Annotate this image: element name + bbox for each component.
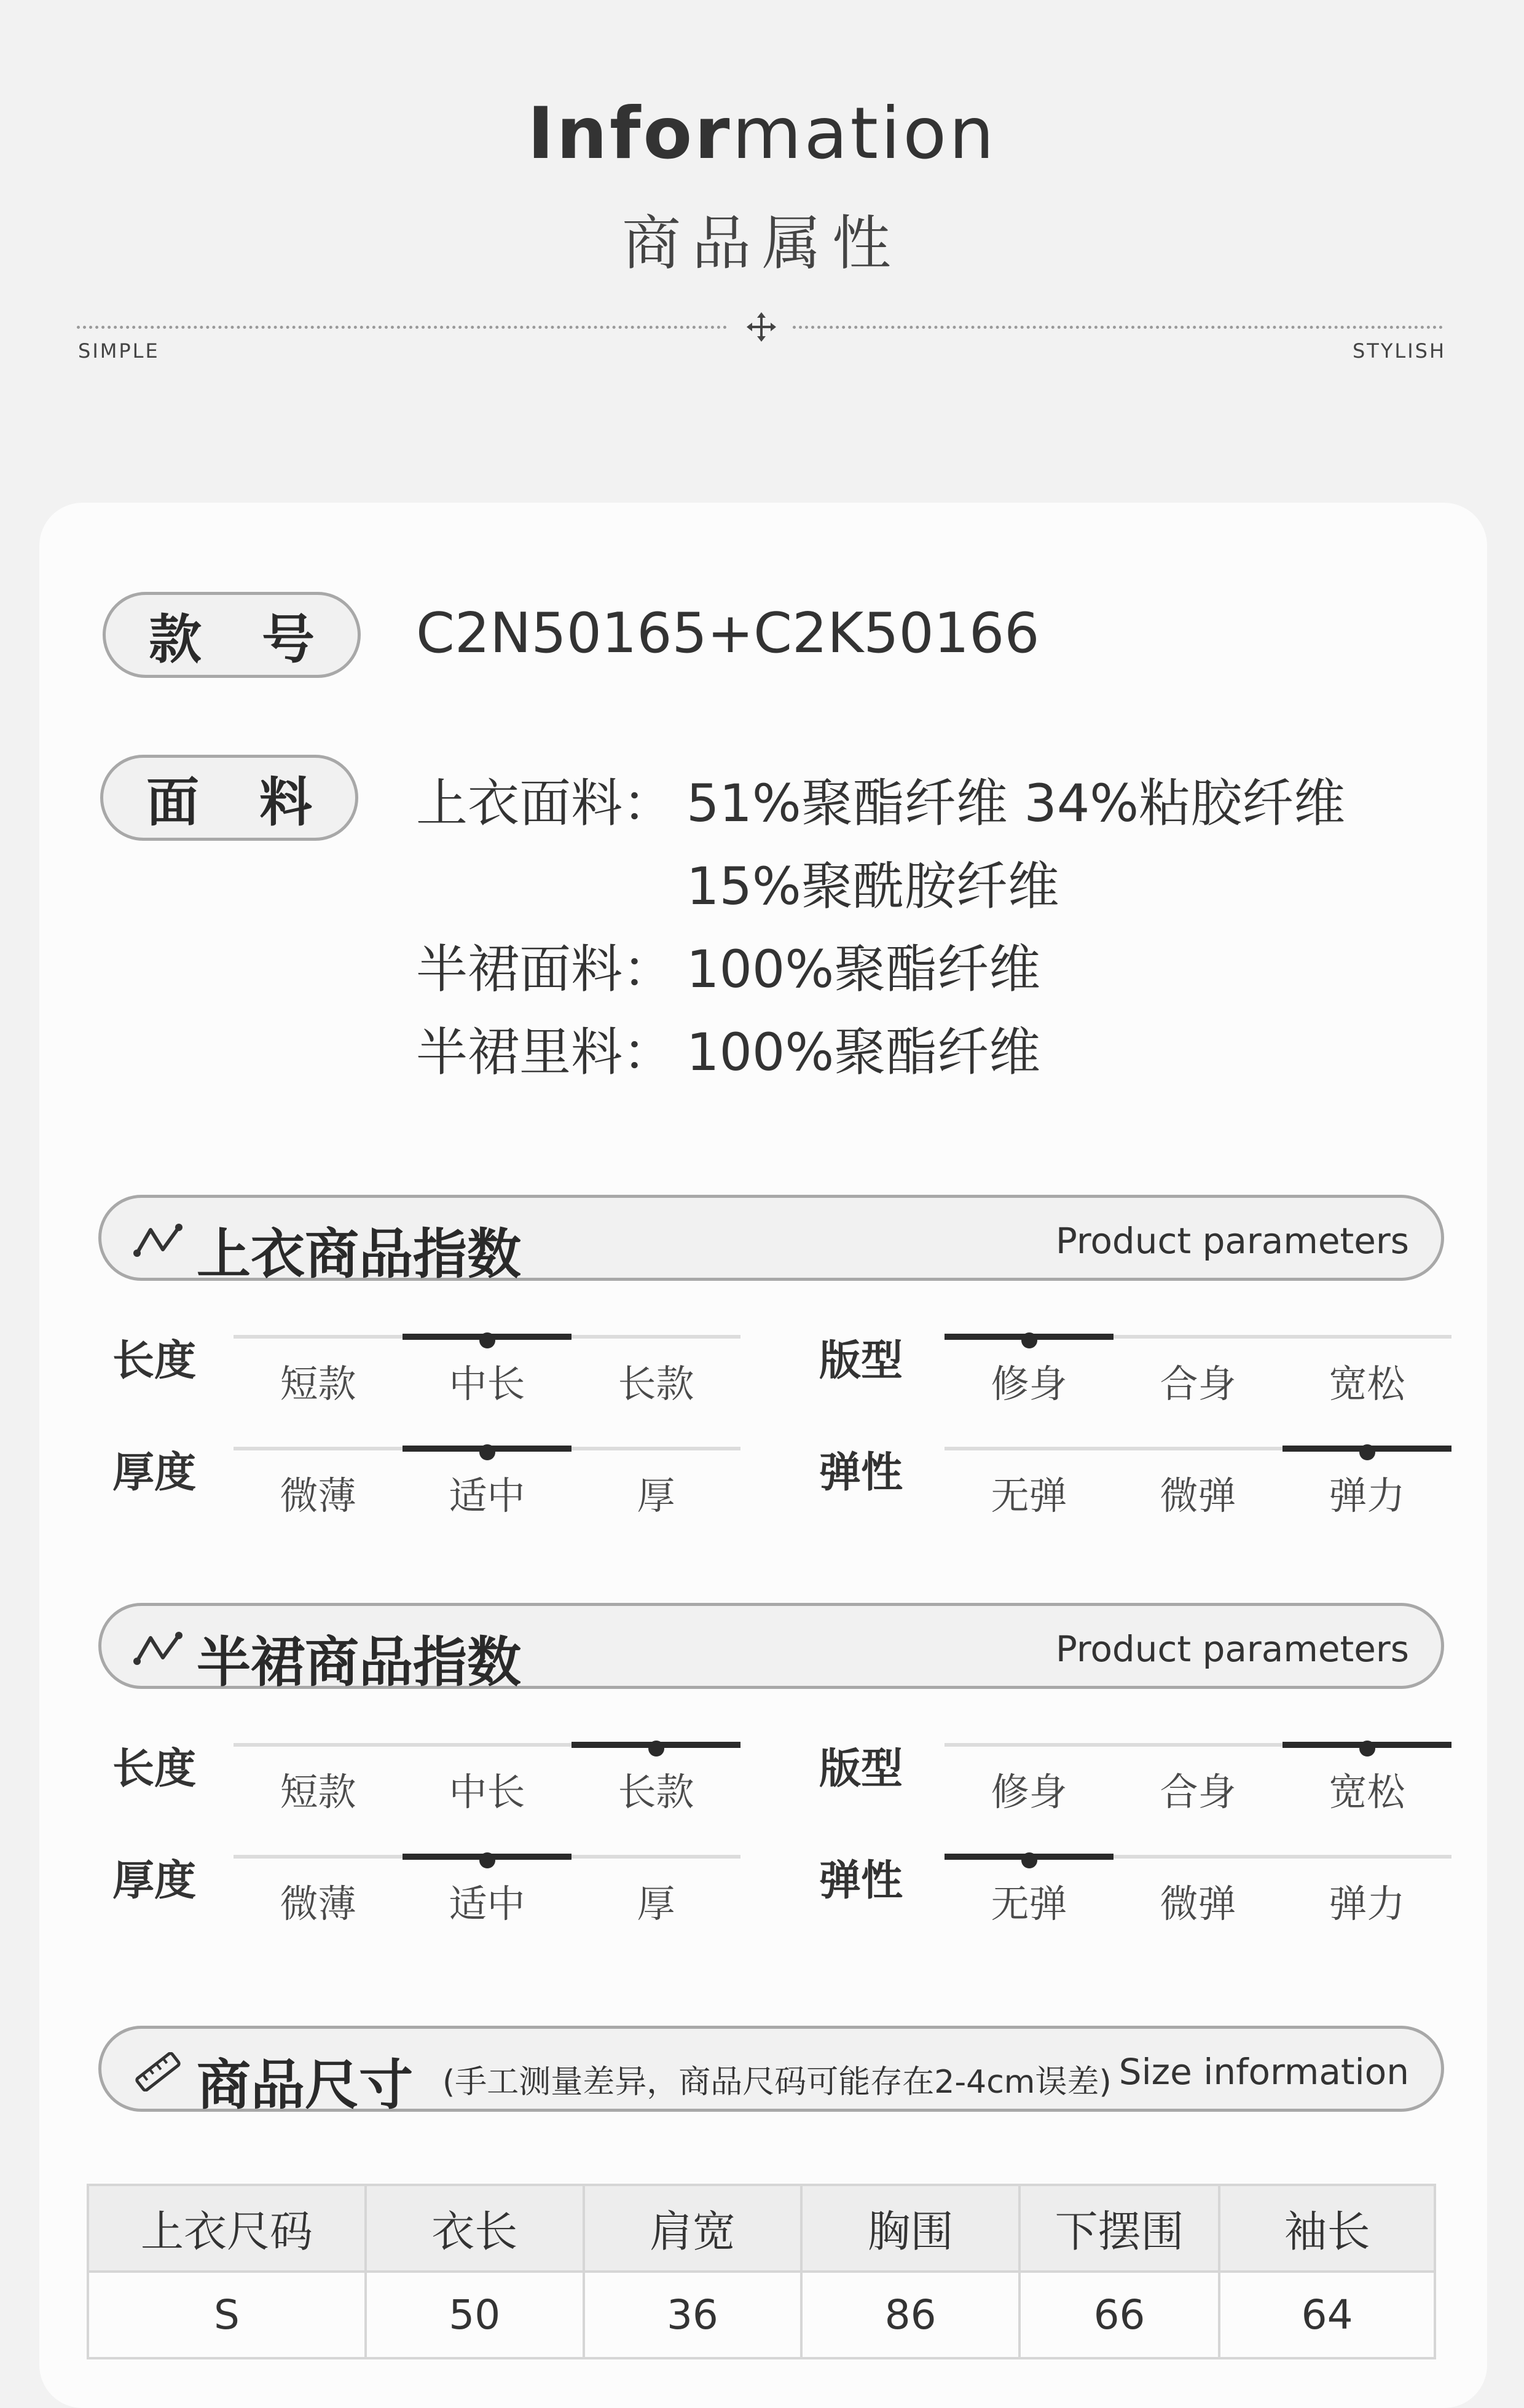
table-cell: 36 xyxy=(584,2272,802,2358)
param-track-segment xyxy=(234,1743,403,1747)
page-title-en xyxy=(0,92,1524,175)
fabric-line-label: 半裙面料： xyxy=(416,939,675,999)
fabric-line-value: 15%聚酰胺纤维 xyxy=(686,856,1059,916)
fabric-line-value: 100%聚酯纤维 xyxy=(686,1022,1041,1082)
table-header-cell: 上衣尺码 xyxy=(88,2185,366,2272)
param-option: 长款 xyxy=(618,1361,694,1406)
param-label: 版型 xyxy=(819,1337,903,1385)
param-track-segment xyxy=(234,1447,403,1450)
param-track-segment xyxy=(1114,1743,1282,1747)
fabric-line xyxy=(416,1011,1040,1085)
param-option: 弹力 xyxy=(1329,1881,1405,1926)
fabric-line xyxy=(416,928,1040,1002)
table-cell: 86 xyxy=(801,2272,1019,2358)
param-label: 长度 xyxy=(112,1337,197,1385)
fabric-line xyxy=(416,762,1345,836)
param-track-segment xyxy=(572,1335,740,1339)
fabric-line-value: 100%聚酯纤维 xyxy=(686,939,1041,999)
param-label: 版型 xyxy=(819,1745,903,1793)
style-number-value: C2N50165+C2K50166 xyxy=(416,601,1040,666)
param-selected-segment xyxy=(572,1742,740,1748)
table-header-cell: 下摆围 xyxy=(1019,2185,1219,2272)
title-bold-part: Infor xyxy=(527,92,733,175)
header-divider-right xyxy=(793,326,1443,329)
fabric-line-label: 半裙里料： xyxy=(416,1022,675,1082)
top-params-header xyxy=(98,1195,1444,1286)
param-option: 修身 xyxy=(991,1361,1067,1406)
param-label: 长度 xyxy=(112,1745,197,1793)
param-selected-segment xyxy=(945,1334,1114,1340)
param-selected-segment xyxy=(945,1854,1114,1860)
skirt-params-header xyxy=(98,1603,1444,1694)
stylish-tag: STYLISH xyxy=(1352,339,1446,363)
param-option: 适中 xyxy=(449,1881,525,1926)
fabric-line-value: 51%聚酯纤维 34%粘胶纤维 xyxy=(686,773,1346,833)
param-track-segment xyxy=(572,1447,740,1450)
table-row xyxy=(88,2272,1435,2358)
param-option: 弹力 xyxy=(1329,1473,1405,1518)
param-track-segment xyxy=(403,1743,572,1747)
param-option: 适中 xyxy=(449,1473,525,1518)
size-note: (手工测量差异，商品尺码可能存在2-4cm误差) xyxy=(442,2064,1112,2101)
param-option: 长款 xyxy=(618,1769,694,1814)
table-cell: 64 xyxy=(1219,2272,1435,2358)
param-selected-segment xyxy=(1282,1446,1451,1452)
simple-tag: SIMPLE xyxy=(78,339,160,363)
skirt-params-title: 半裙商品指数 xyxy=(197,1631,522,1694)
param-selected-segment xyxy=(403,1334,572,1340)
size-subtitle: Size information xyxy=(1118,2051,1409,2093)
fabric-line-label: 上衣面料： xyxy=(416,773,675,833)
skirt-params-subtitle: Product parameters xyxy=(1055,1628,1409,1670)
param-option: 短款 xyxy=(280,1769,356,1814)
header-divider-left xyxy=(77,326,727,329)
param-label: 厚度 xyxy=(112,1857,197,1905)
param-selected-segment xyxy=(403,1446,572,1452)
table-header-cell: 衣长 xyxy=(366,2185,584,2272)
style-number-label: 款 号 xyxy=(103,592,361,678)
param-option: 厚 xyxy=(637,1473,675,1518)
param-option: 短款 xyxy=(280,1361,356,1406)
line-chart-icon xyxy=(132,1629,184,1669)
param-option: 微弹 xyxy=(1160,1881,1236,1926)
move-icon xyxy=(747,312,776,342)
size-header xyxy=(98,2026,1444,2117)
table-cell: S xyxy=(88,2272,366,2358)
param-option: 中长 xyxy=(449,1361,525,1406)
table-header-row xyxy=(88,2185,1435,2272)
size-title: 商品尺寸 xyxy=(197,2053,414,2117)
param-option: 无弹 xyxy=(991,1881,1067,1926)
top-params-subtitle: Product parameters xyxy=(1055,1220,1409,1262)
top-params-title: 上衣商品指数 xyxy=(197,1222,522,1286)
table-header-cell: 胸围 xyxy=(801,2185,1019,2272)
param-track-segment xyxy=(1282,1855,1451,1859)
table-cell: 66 xyxy=(1019,2272,1219,2358)
param-option: 微薄 xyxy=(280,1473,356,1518)
param-track-segment xyxy=(572,1855,740,1859)
param-track-segment xyxy=(234,1855,403,1859)
title-rest-part: mation xyxy=(732,92,997,175)
param-track-segment xyxy=(1282,1335,1451,1339)
param-label: 弹性 xyxy=(819,1449,903,1497)
ruler-icon xyxy=(132,2052,184,2091)
param-track-segment xyxy=(234,1335,403,1339)
param-option: 微薄 xyxy=(280,1881,356,1926)
param-option: 宽松 xyxy=(1329,1361,1405,1406)
table-header-cell: 肩宽 xyxy=(584,2185,802,2272)
param-option: 厚 xyxy=(637,1881,675,1926)
param-option: 宽松 xyxy=(1329,1769,1405,1814)
param-label: 厚度 xyxy=(112,1449,197,1497)
param-option: 合身 xyxy=(1160,1769,1236,1814)
param-selected-segment xyxy=(403,1854,572,1860)
table-header-cell: 袖长 xyxy=(1219,2185,1435,2272)
param-option: 修身 xyxy=(991,1769,1067,1814)
fabric-line xyxy=(416,845,1059,919)
param-option: 合身 xyxy=(1160,1361,1236,1406)
param-track-segment xyxy=(945,1743,1114,1747)
param-track-segment xyxy=(1114,1335,1282,1339)
param-label: 弹性 xyxy=(819,1857,903,1905)
param-option: 中长 xyxy=(449,1769,525,1814)
param-track-segment xyxy=(945,1447,1114,1450)
size-table xyxy=(87,2184,1436,2359)
param-option: 微弹 xyxy=(1160,1473,1236,1518)
param-track-segment xyxy=(1114,1447,1282,1450)
fabric-label: 面 料 xyxy=(100,755,358,841)
param-option: 无弹 xyxy=(991,1473,1067,1518)
page-title-cn: 商品属性 xyxy=(622,209,902,278)
line-chart-icon xyxy=(132,1221,184,1261)
table-cell: 50 xyxy=(366,2272,584,2358)
param-selected-segment xyxy=(1282,1742,1451,1748)
param-track-segment xyxy=(1114,1855,1282,1859)
